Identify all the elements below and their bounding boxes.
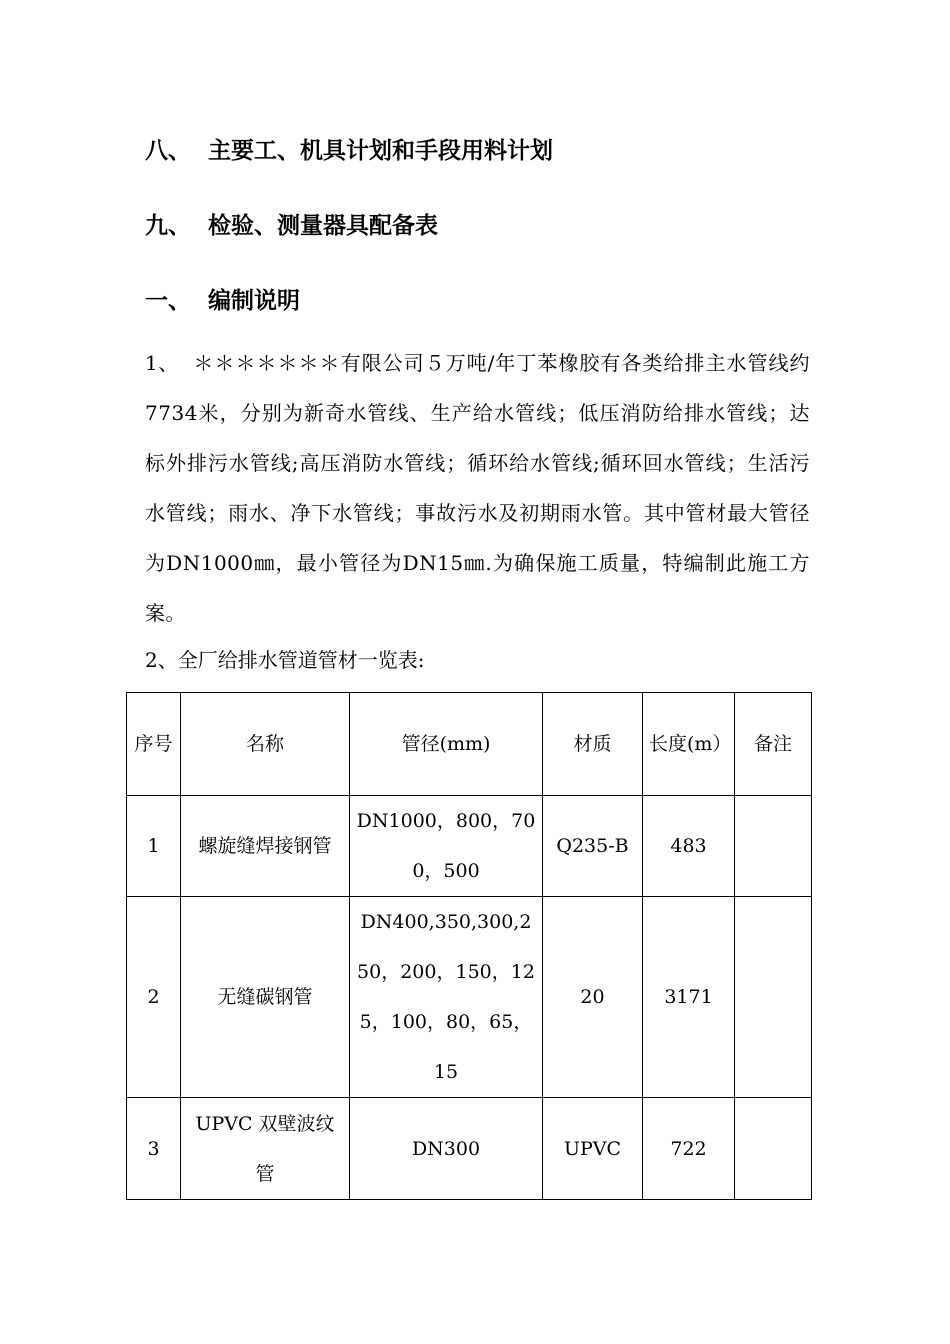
section-heading-1 — [145, 286, 300, 316]
cell-index: 1 — [127, 796, 181, 897]
cell-index: 3 — [127, 1098, 181, 1200]
table-title: 2、全厂给排水管道管材一览表: — [145, 648, 425, 672]
cell-length: 722 — [643, 1098, 735, 1200]
heading-text: 检验、测量器具配备表 — [208, 213, 438, 239]
table-row — [127, 897, 812, 1098]
header-cell-diameter: 管径(mm) — [350, 693, 543, 796]
section-heading-9 — [145, 211, 438, 241]
table-header-row — [127, 693, 812, 796]
cell-remark — [735, 796, 812, 897]
cell-material: Q235-B — [543, 796, 643, 897]
cell-diameter: DN1000，800，700，500 — [350, 796, 543, 897]
cell-remark — [735, 897, 812, 1098]
cell-remark — [735, 1098, 812, 1200]
cell-material: 20 — [543, 897, 643, 1098]
section-heading-8 — [145, 136, 553, 166]
table-row — [127, 796, 812, 897]
cell-index: 2 — [127, 897, 181, 1098]
cell-name: 无缝碳钢管 — [181, 897, 350, 1098]
description-paragraph — [145, 338, 810, 638]
header-cell-material: 材质 — [543, 693, 643, 796]
cell-diameter: DN400,350,300,250，200，150，125，100，80，65，15 — [350, 897, 543, 1098]
heading-text: 编制说明 — [208, 288, 300, 314]
header-cell-index: 序号 — [127, 693, 181, 796]
cell-length: 483 — [643, 796, 735, 897]
heading-text: 主要工、机具计划和手段用料计划 — [208, 138, 553, 164]
pipe-material-table — [126, 692, 812, 1200]
cell-material: UPVC — [543, 1098, 643, 1200]
cell-name: 螺旋缝焊接钢管 — [181, 796, 350, 897]
header-cell-length: 长度(m） — [643, 693, 735, 796]
paragraph-text: ＊＊＊＊＊＊＊有限公司５万吨/年丁苯橡胶有各类给排主水管线约7734米，分别为新奇水管线、生产给水管线；低压消防给排水管线；达标外排污水管线;高压消防水管线；循环给水管线;循环回水管线；生活污水管线；雨水、净下水管线；事故污水及初期雨水管。其中管材最大管径为DN1000㎜，最小管径为DN15㎜.为确保施工质量，特编制此施工方案。 — [145, 351, 810, 625]
cell-length: 3171 — [643, 897, 735, 1098]
paragraph-number: 1、 — [145, 351, 179, 375]
header-cell-remark: 备注 — [735, 693, 812, 796]
header-cell-name: 名称 — [181, 693, 350, 796]
cell-name: UPVC 双壁波纹管 — [181, 1098, 350, 1200]
table-row — [127, 1098, 812, 1200]
heading-number: 八、 — [145, 138, 191, 164]
cell-diameter: DN300 — [350, 1098, 543, 1200]
heading-number: 一、 — [145, 288, 191, 314]
heading-number: 九、 — [145, 213, 191, 239]
